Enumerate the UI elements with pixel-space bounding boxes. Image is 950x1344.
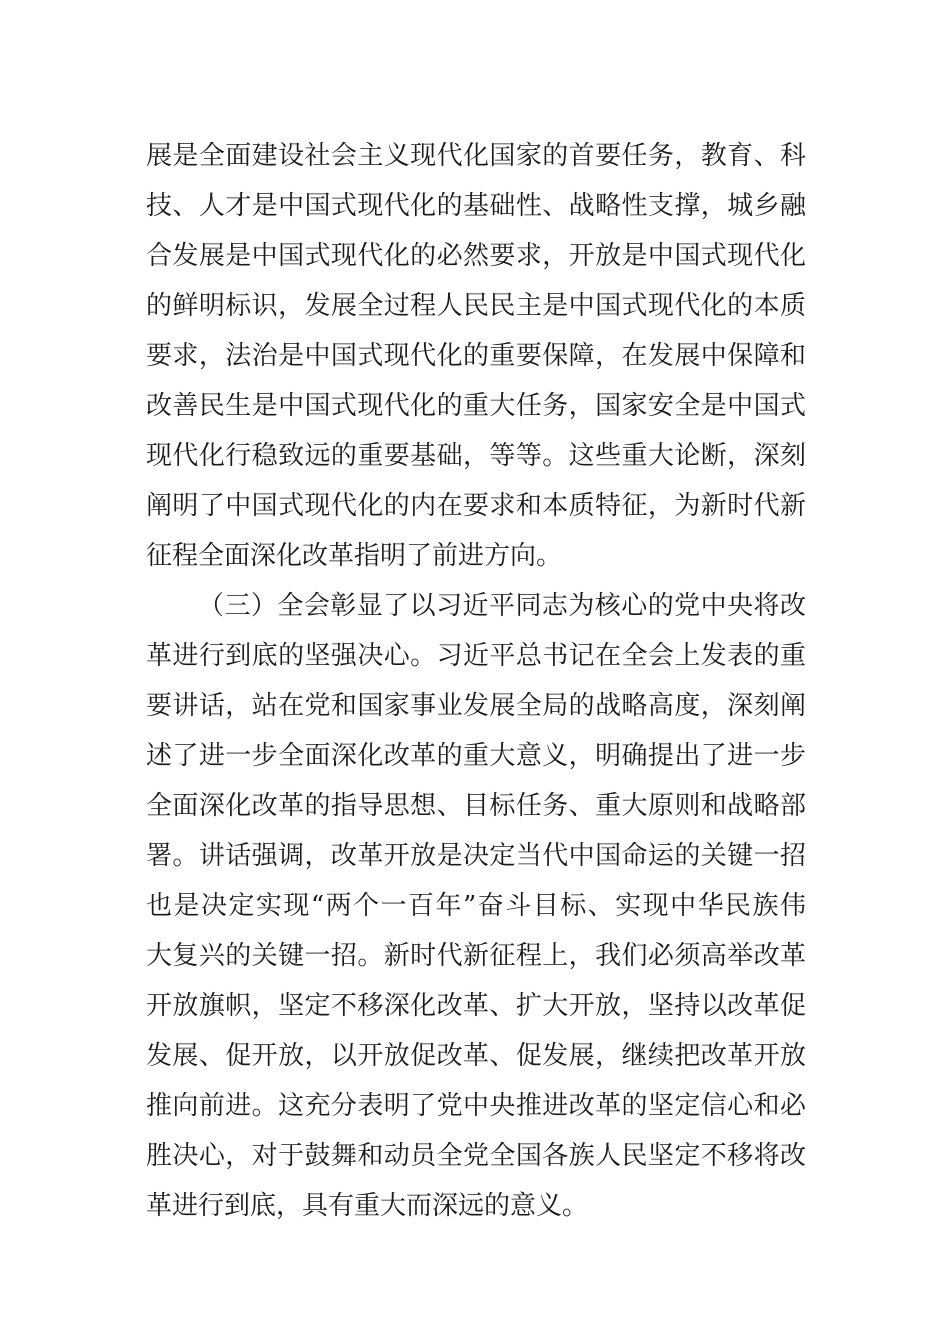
text-line: 技、人才是中国式现代化的基础性、战略性支撑，城乡融 bbox=[146, 191, 806, 221]
text-line: 合发展是中国式现代化的必然要求，开放是中国式现代化 bbox=[146, 241, 806, 271]
text-line: 的鲜明标识，发展全过程人民民主是中国式现代化的本质 bbox=[146, 291, 806, 321]
text-line: 征程全面深化改革指明了前进方向。 bbox=[146, 541, 563, 571]
text-line: 全面深化改革的指导思想、目标任务、重大原则和战略部 bbox=[146, 791, 806, 821]
text-line: 革进行到底的坚强决心。习近平总书记在全会上发表的重 bbox=[146, 641, 806, 671]
text-line: 现代化行稳致远的重要基础，等等。这些重大论断，深刻 bbox=[146, 441, 806, 471]
text-line: 署。讲话强调，改革开放是决定当代中国命运的关键一招 bbox=[146, 841, 806, 871]
text-line: 改善民生是中国式现代化的重大任务，国家安全是中国式 bbox=[146, 391, 806, 421]
paragraph-heading-line: （三）全会彰显了以习近平同志为核心的党中央将改 bbox=[198, 591, 806, 621]
text-line: 要求，法治是中国式现代化的重要保障，在发展中保障和 bbox=[146, 341, 806, 371]
text-line: 大复兴的关键一招。新时代新征程上，我们必须高举改革 bbox=[146, 941, 806, 971]
text-line: 开放旗帜，坚定不移深化改革、扩大开放，坚持以改革促 bbox=[146, 991, 806, 1021]
text-line: 革进行到底，具有重大而深远的意义。 bbox=[146, 1191, 589, 1221]
text-line: 展是全面建设社会主义现代化国家的首要任务，教育、科 bbox=[146, 141, 806, 171]
text-line: 也是决定实现“两个一百年”奋斗目标、实现中华民族伟 bbox=[146, 891, 806, 921]
text-line: 要讲话，站在党和国家事业发展全局的战略高度，深刻阐 bbox=[146, 691, 806, 721]
text-line: 发展、促开放，以开放促改革、促发展，继续把改革开放 bbox=[146, 1041, 806, 1071]
text-line: 推向前进。这充分表明了党中央推进改革的坚定信心和必 bbox=[146, 1091, 806, 1121]
text-line: 胜决心，对于鼓舞和动员全党全国各族人民坚定不移将改 bbox=[146, 1141, 806, 1171]
text-line: 述了进一步全面深化改革的重大意义，明确提出了进一步 bbox=[146, 741, 806, 771]
text-line: 阐明了中国式现代化的内在要求和本质特征，为新时代新 bbox=[146, 491, 806, 521]
